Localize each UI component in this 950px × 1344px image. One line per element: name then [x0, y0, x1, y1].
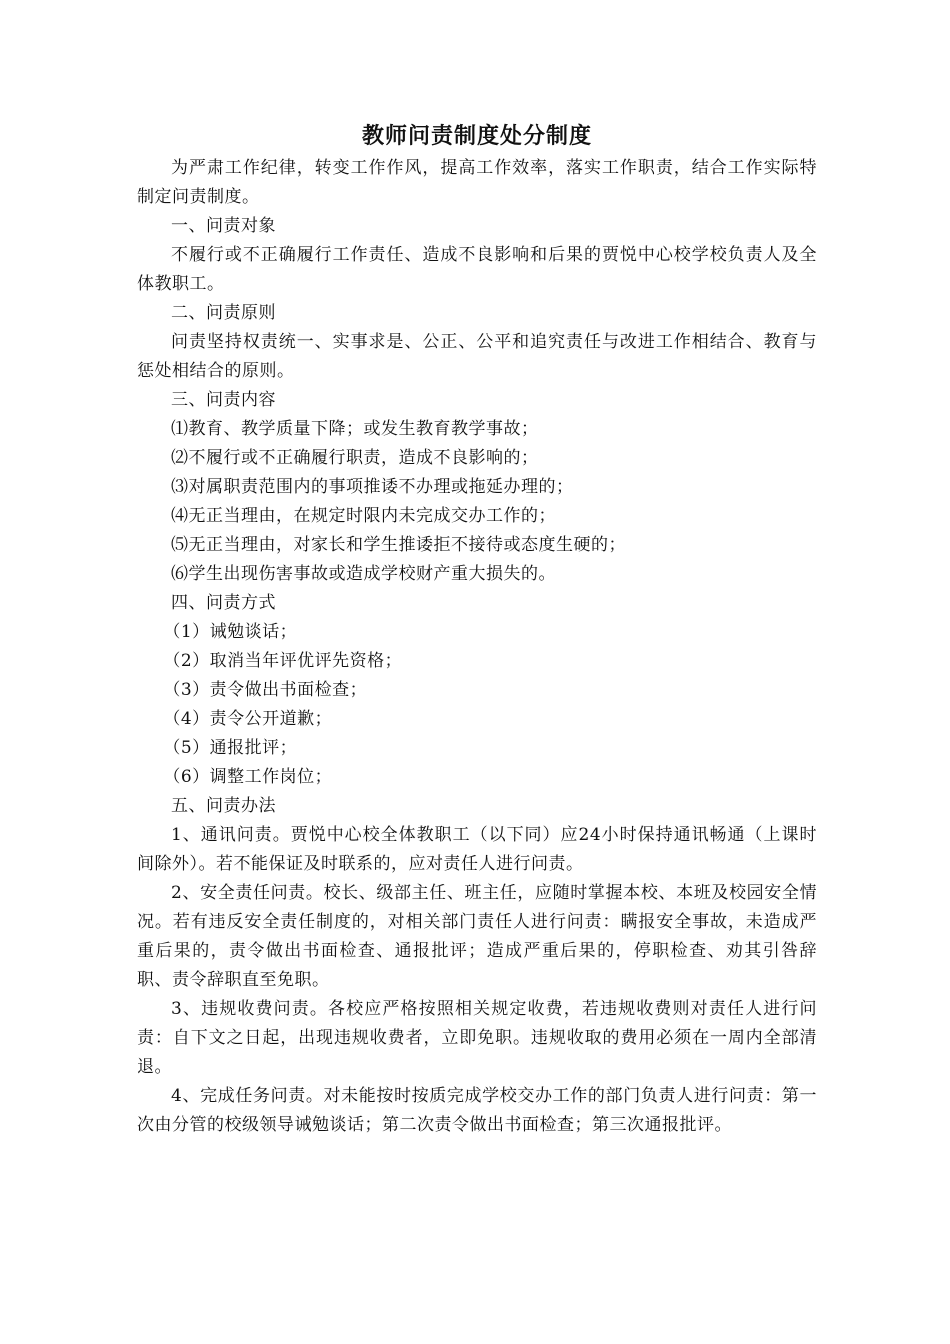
- procedure-paragraph: 4、完成任务问责。对未能按时按质完成学校交办工作的部门负责人进行问责：第一次由分管的校级领导诫勉谈话；第二次责令做出书面检查；第三次通报批评。: [137, 1086, 817, 1135]
- procedure-paragraph: 3、违规收费问责。各校应严格按照相关规定收费，若违规收费则对责任人进行问责：自下文之日起，出现违规收费者，立即免职。违规收取的费用必须在一周内全部清退。: [137, 999, 817, 1077]
- procedure-paragraph: 1、通讯问责。贾悦中心校全体教职工（以下同）应24小时保持通讯畅通（上课时间除外）。若不能保证及时联系的，应对责任人进行问责。: [137, 825, 817, 874]
- section-text-1: 不履行或不正确履行工作责任、造成不良影响和后果的贾悦中心校学校负责人及全体教职工。: [137, 245, 817, 294]
- document-body: [137, 118, 817, 1140]
- method-item: （3）责令做出书面检查；: [163, 680, 368, 700]
- content-item: ⑹学生出现伤害事故或造成学校财产重大损失的。: [171, 564, 556, 584]
- section-text-2: 问责坚持权责统一、实事求是、公正、公平和追究责任与改进工作相结合、教育与惩处相结合的原则。: [137, 332, 817, 381]
- content-item: ⑵不履行或不正确履行职责，造成不良影响的；: [171, 448, 539, 468]
- method-item: （6）调整工作岗位；: [163, 767, 333, 787]
- content-item: ⑶对属职责范围内的事项推诿不办理或拖延办理的；: [171, 477, 574, 497]
- document-title: 教师问责制度处分制度: [361, 123, 592, 149]
- method-item: （2）取消当年评优评先资格；: [163, 651, 403, 671]
- section-heading-3: 三、问责内容: [171, 390, 276, 410]
- content-item: ⑴教育、教学质量下降；或发生教育教学事故；: [171, 419, 539, 439]
- content-item: ⑷无正当理由，在规定时限内未完成交办工作的；: [171, 506, 556, 526]
- procedure-paragraph: 2、安全责任问责。校长、级部主任、班主任，应随时掌握本校、本班及校园安全情况。若有违反安全责任制度的，对相关部门责任人进行问责：瞒报安全事故，未造成严重后果的，责令做出书面检查、通报批评；造成严重后果的，停职检查、劝其引咎辞职、责令辞职直至免职。: [137, 883, 817, 990]
- section-heading-5: 五、问责办法: [171, 796, 276, 816]
- section-heading-1: 一、问责对象: [171, 216, 276, 236]
- method-item: （5）通报批评；: [163, 738, 298, 758]
- section-heading-4: 四、问责方式: [171, 593, 276, 613]
- content-item: ⑸无正当理由，对家长和学生推诿拒不接待或态度生硬的；: [171, 535, 626, 555]
- method-item: （1）诫勉谈话；: [163, 622, 298, 642]
- intro-paragraph: 为严肃工作纪律，转变工作作风，提高工作效率，落实工作职责，结合工作实际特制定问责制度。: [137, 158, 817, 207]
- section-heading-2: 二、问责原则: [171, 303, 276, 323]
- method-item: （4）责令公开道歉；: [163, 709, 333, 729]
